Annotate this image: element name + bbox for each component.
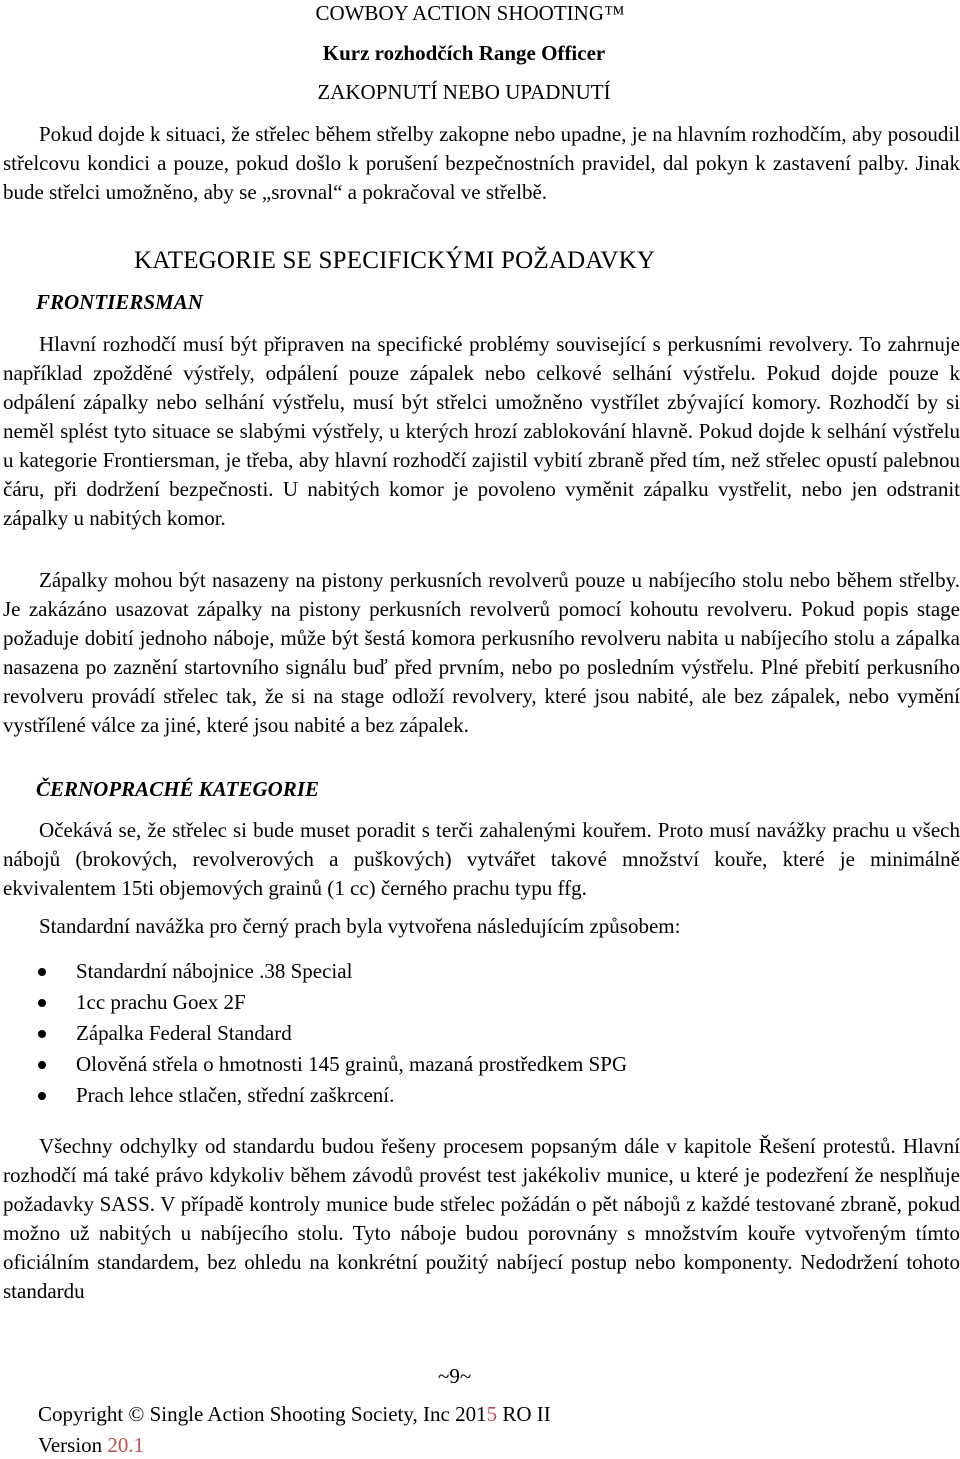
bullet-icon	[38, 999, 46, 1007]
list-item-text: Prach lehce stlačen, střední zaškrcení.	[76, 1083, 395, 1107]
list-item-text: Olověná střela o hmotnosti 145 grainů, mazaná prostředkem SPG	[76, 1052, 628, 1076]
version-number: 20.1	[107, 1433, 145, 1457]
paragraph-caps-text: Zápalky mohou být nasazeny na pistony perkusních revolverů pouze u nabíjecího stolu nebo během střelby. Je zakázáno usazovat zápalky na pistony perkusních revolverů pomocí kohoutu revolveru. Pokud popis stage požaduje dobití jednoho náboje, může být šestá komora perkusního revolveru nabita u nabíjecího stolu a zápalka nasazena po zaznění startovního signálu buď před prvním, nebo po posledním výstřelu. Plné přebití perkusního revolveru provádí střelec tak, že si na stage odloží revolvery, které jsou nabité, ale bez zápalek, nebo vymění vystřílené válce za jiné, které jsou nabité a bez zápalek.	[3, 568, 960, 737]
list-item-text: Standardní nábojnice .38 Special	[76, 959, 353, 983]
paragraph-deviations	[3, 1132, 960, 1306]
subhead-black-powder: ČERNOPRACHÉ KATEGORIE	[36, 777, 319, 801]
copyright-year-digit: 5	[486, 1402, 498, 1426]
paragraph-tripping-text: Pokud dojde k situaci, že střelec během střelby zakopne nebo upadne, je na hlavním rozhodčím, aby posoudil střelcovu kondici a pouze, pokud došlo k porušení bezpečnostních pravidel, dal pokyn k zastavení palby. Jinak bude střelci umožněno, aby se „srovnal“ a pokračoval ve střelbě.	[3, 122, 960, 204]
paragraph-standard-load	[3, 912, 960, 941]
page-number: ~9~	[438, 1364, 472, 1388]
section-heading-specific-categories: KATEGORIE SE SPECIFICKÝMI POŽADAVKY	[134, 247, 656, 274]
document-title: COWBOY ACTION SHOOTING™	[315, 1, 625, 25]
list-item	[0, 1018, 627, 1049]
bullet-icon	[38, 968, 46, 976]
paragraph-black-powder-text: Očekává se, že střelec si bude muset poradit s terči zahalenými kouřem. Proto musí navážky prachu u všech nábojů (brokových, revolverových a puškových) vytvářet takové množství kouře, které je minimálně ekvivalentem 15ti objemových grainů (1 cc) černého prachu typu ffg.	[3, 818, 960, 900]
course-subtitle: Kurz rozhodčích Range Officer	[322, 41, 606, 65]
list-item	[0, 1080, 627, 1111]
bullet-icon	[38, 1092, 46, 1100]
paragraph-frontiersman-text: Hlavní rozhodčí musí být připraven na specifické problémy související s perkusními revolvery. To zahrnuje například zpožděné výstřely, odpálení pouze zápalek nebo celkové selhání výstřelu. Pokud dojde pouze k odpálení zápalky nebo selhání výstřelu, musí být střelci umožněno vystřílet zbývající komory. Rozhodčí by si neměl splést tyto situace se slabými výstřely, u kterých hrozí zablokování hlavně. Pokud dojde k selhání výstřelu u kategorie Frontiersman, je třeba, aby hlavní rozhodčí zajistil vybití zbraně před tím, než střelec opustí palebnou čáru, při dodržení bezpečnosti. U nabitých komor je povoleno vyměnit zápalku vystřelit, nebo jen odstranit zápalky u nabitých komor.	[3, 332, 960, 530]
footer-version	[38, 1432, 144, 1458]
paragraph-tripping	[3, 120, 960, 207]
paragraph-standard-load-text: Standardní navážka pro černý prach byla vytvořena následujícím způsobem:	[39, 914, 681, 938]
bullet-icon	[38, 1030, 46, 1038]
list-item	[0, 987, 627, 1018]
subhead-frontiersman: FRONTIERSMAN	[36, 290, 203, 314]
paragraph-caps	[3, 566, 960, 740]
copyright-prefix: Copyright © Single Action Shooting Society, Inc 201	[38, 1402, 487, 1426]
topic-heading: ZAKOPNUTÍ NEBO UPADNUTÍ	[317, 80, 611, 104]
footer-copyright	[38, 1401, 551, 1427]
list-item-text: 1cc prachu Goex 2F	[76, 990, 246, 1014]
copyright-suffix: RO II	[497, 1402, 551, 1426]
list-item-text: Zápalka Federal Standard	[76, 1021, 292, 1045]
list-item	[0, 1049, 627, 1080]
paragraph-deviations-text: Všechny odchylky od standardu budou řešeny procesem popsaným dále v kapitole Řešení protestů. Hlavní rozhodčí má také právo kdykoliv během závodů provést test jakékoliv munice, u které je podezření že nesplňuje požadavky SASS. V případě kontroly munice bude střelec požádán o pět nábojů z každé testované zbraně, pokud možno už nabitých u nabíjecího stolu. Tyto náboje budou porovnány s množstvím kouře vytvořeným tímto oficiálním standardem, bez ohledu na konkrétní použitý nabíjecí postup nebo komponenty. Nedodržení tohoto standardu	[3, 1134, 960, 1303]
bullet-icon	[38, 1061, 46, 1069]
version-label: Version	[38, 1433, 108, 1457]
paragraph-black-powder	[3, 816, 960, 903]
standard-load-list	[0, 956, 627, 1111]
paragraph-frontiersman	[3, 330, 960, 533]
list-item	[0, 956, 627, 987]
